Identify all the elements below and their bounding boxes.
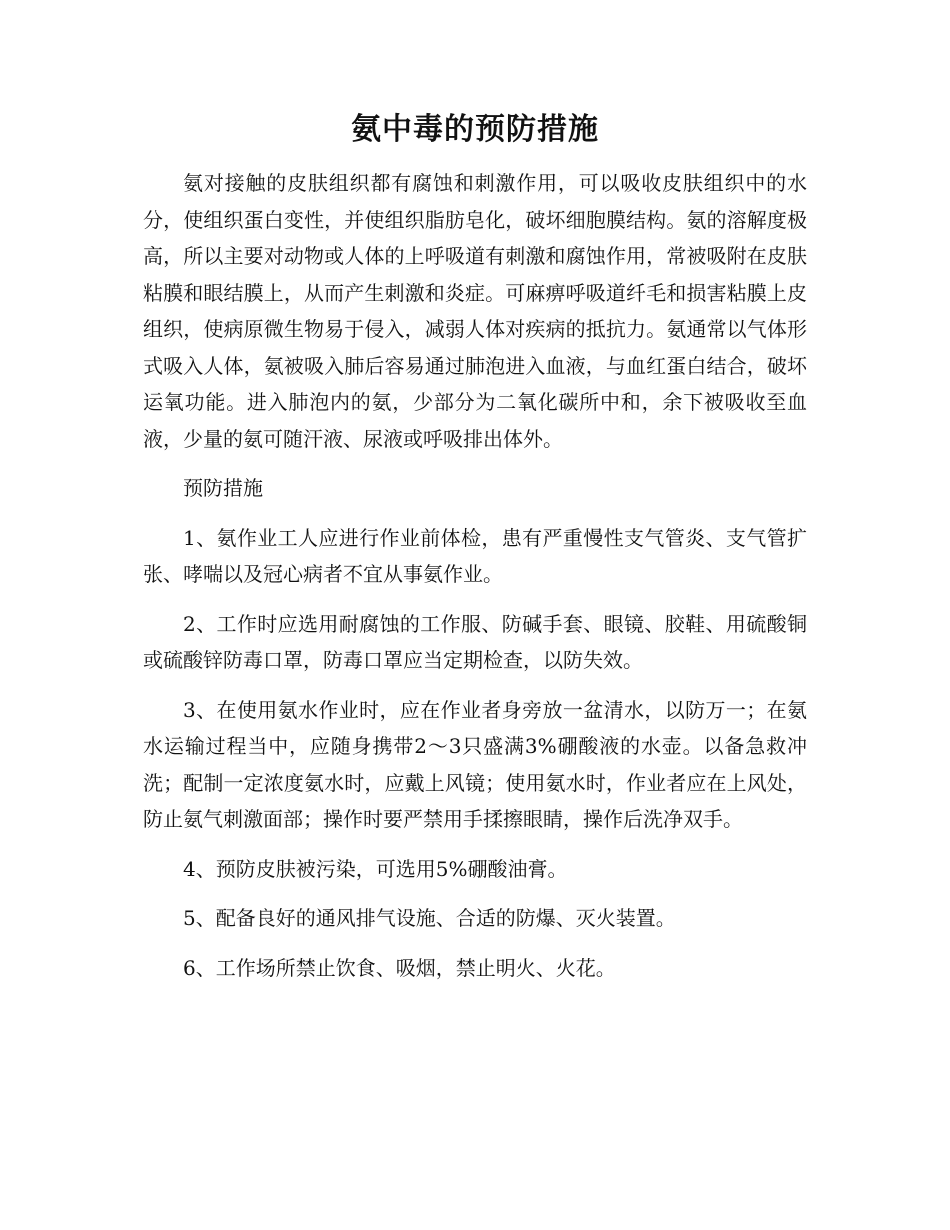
document-title: 氨中毒的预防措施 — [351, 112, 599, 147]
intro-paragraph: 氨对接触的皮肤组织都有腐蚀和刺激作用，可以吸收皮肤组织中的水分，使组织蛋白变性，并使组织脂肪皂化，破坏细胞膜结构。氨的溶解度极高，所以主要对动物或人体的上呼吸道有刺激和腐蚀作用，常被吸附在皮肤粘膜和眼结膜上，从而产生刺激和炎症。可麻痹呼吸道纤毛和损害粘膜上皮组织，使病原微生物易于侵入，减弱人体对疾病的抵抗力。氨通常以气体形式吸入人体，氨被吸入肺后容易通过肺泡进入血液，与血红蛋白结合，破坏运氧功能。进入肺泡内的氨，少部分为二氧化碳所中和，余下被吸收至血液，少量的氨可随汗液、尿液或呼吸排出体外。 — [143, 171, 807, 451]
measure-item-5: 5、配备良好的通风排气设施、合适的防爆、灭火装置。 — [183, 906, 676, 930]
measure-item-6: 6、工作场所禁止饮食、吸烟，禁止明火、火花。 — [183, 955, 616, 980]
measure-item-3: 3、在使用氨水作业时，应在作业者身旁放一盆清水，以防万一；在氨水运输过程当中，应随身携带2～3只盛满3%硼酸液的水壶。以备急救冲洗；配制一定浓度氨水时，应戴上风镜；使用氨水时，作业者应在上风处，防止氨气刺激面部；操作时要严禁用手揉擦眼睛，操作后洗净双手。 — [143, 697, 807, 831]
section-heading: 预防措施 — [183, 476, 263, 500]
measure-item-1: 1、氨作业工人应进行作业前体检，患有严重慢性支气管炎、支气管扩张、哮喘以及冠心病者不宜从事氨作业。 — [143, 525, 807, 586]
document-body — [143, 165, 807, 986]
measure-item-2: 2、工作时应选用耐腐蚀的工作服、防碱手套、眼镜、胶鞋、用硫酸铜或硫酸锌防毒口罩，防毒口罩应当定期检查，以防失效。 — [143, 611, 807, 672]
measure-item-4: 4、预防皮肤被污染，可选用5%硼酸油膏。 — [183, 856, 568, 881]
